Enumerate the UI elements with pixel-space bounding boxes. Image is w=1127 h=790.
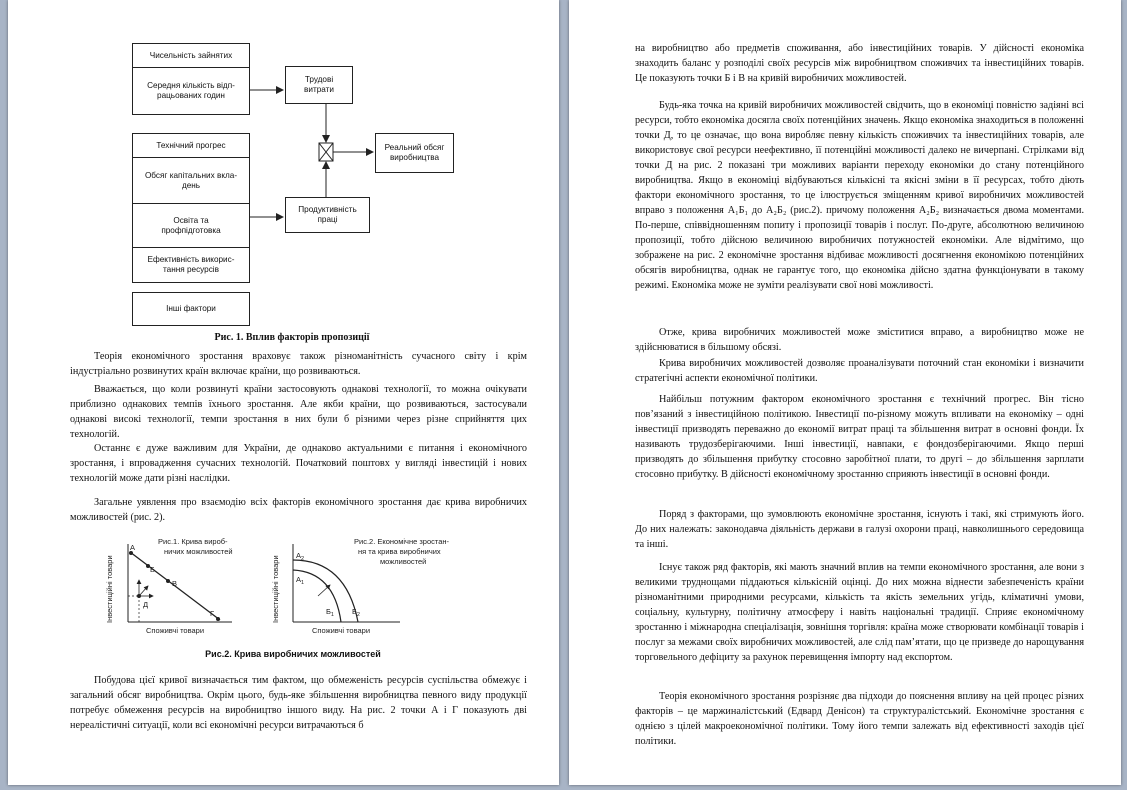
label-a1: $А_1$ xyxy=(296,575,305,586)
chart-right-title-2: ня та крива виробничих xyxy=(358,547,441,556)
paragraph: Побудова цієї кривої визначається тим фактом, що обмеженість ресурсів суспільства обмежує і загальний обсяг виробництва. Окрім цього, будь-яке збільшення виробництва певного виду продукції потребує обмеження ресурсів на виробництво іншого виду. На рис. 2 точки А і Г показують дві нереалістичні ситуації, коли всі економічні ресурси витрачаються б xyxy=(70,675,527,731)
chart-right-title-3: можливостей xyxy=(380,557,427,566)
label-a2: $А_2$ xyxy=(296,551,305,562)
diagram-box-hours: Середня кількість відп-рацьованих годин xyxy=(147,81,235,100)
paragraph: Теорія економічного зростання враховує також різноманітність сучасного світу і крім індустріально розвинутих країн включає країни, що розвиваються. xyxy=(70,351,527,377)
chart-right-title-1: Рис.2. Економічне зростан- xyxy=(354,537,450,546)
paragraph: Останнє є дуже важливим для України, де однаково актуальними є питання і економічного зростання, і впровадження сучасних технологій. Початковий поштовх у вигляді інвестицій і нових технологій може дати різні наслідки. xyxy=(70,443,527,484)
paragraph: Крива виробничих можливостей дозволяє проаналізувати поточний стан економіки і визначити стратегічні аспекти економічної політики. xyxy=(635,358,1084,384)
diagram-box-resource-efficiency: Ефективність викорис-тання ресурсів xyxy=(147,255,235,274)
point-g xyxy=(216,617,220,621)
diagram-box-tech-progress: Технічний прогрес xyxy=(133,134,249,158)
diagram-multiply-node xyxy=(319,143,333,161)
chart-left xyxy=(105,537,233,635)
diagram-box-labor-costs: Трудові витрати xyxy=(285,66,353,104)
paragraph: Загальне уявлення про взаємодію всіх факторів економічного зростання дає крива виробничих можливостей (рис. 2). xyxy=(70,497,527,523)
chart-left-title-1: Рис.1. Крива вироб- xyxy=(158,537,228,546)
diagram-box-education: Освіта та профпідготовка xyxy=(133,204,249,248)
diagram-box-capital-investment: Обсяг капітальних вкла-день xyxy=(133,158,249,204)
label-b: Б xyxy=(150,565,155,574)
chart-left-ylabel: Інвестиційні товари xyxy=(105,555,114,623)
point-v xyxy=(166,579,170,583)
paragraph: Отже, крива виробничих можливостей може зміститися вправо, а виробництво може не здійснюватися в більшому обсязі. xyxy=(635,327,1084,353)
label-b1: $Б_1$ xyxy=(326,607,334,618)
paragraph: Найбільш потужним фактором економічного зростання є технічний прогрес. Він тісно пов’язаний з інвестиційною політикою. Інвестиції по-різному можуть впливати на економіку – одні інвестиції призводять переважно до економії витрат праці та збільшення витрат в основні фонди. Їх називають трудозберігаючими. Інші інвестиції, навпаки, є фондозберігаючими. Якщо перші призводять до збільшення прибутку стосовно заробітної плати, то другі – до збільшення зарплати стосовно прибутку. В дійсності економічному зростанню сприяють інвестиції в основні фонди. xyxy=(635,394,1084,480)
label-v: В xyxy=(172,579,178,588)
figure-1-caption: Рис. 1. Вплив факторів пропозиції xyxy=(214,332,370,343)
chart-left-xlabel: Споживчі товари xyxy=(146,626,205,635)
paragraph: Вважається, що коли розвинуті країни застосовують однакові технології, то можна очікувати приблизно однакових темпів їхнього зростання. Але якби країни, що розвиваються, застосували однакові високі технології, темпи зростання в них були б різними через різне сприйняття цих технологій. xyxy=(70,384,527,440)
label-d: Д xyxy=(143,600,149,609)
diagram-box-other-factors: Інші фактори xyxy=(132,292,250,326)
paragraph: Будь-яка точка на кривій виробничих можливостей свідчить, що в економіці повністю задіяні всі ресурси, тобто економіка досягла своїх потенційних значень. Якщо економіка знаходиться в положенні точки Д, то це означає, що вона виробляє певну кількість споживчих та інвестиційних товарів, але використовує свої ресурси неефективно, її потенційні можливості далеко не вичерпані. Стрілками від точки Д на рис. 2 показані три можливих варіанти переходу економіки до стану потенційного виробництва. Якщо в економіці відбуваються кількісні та якісні зміни в її ресурсах, тобто діють фактори економічного зростання, то це ілюструється зміщенням кривої виробничих можливостей вправо з положення А₁Б₁ до А₂Б₂ (рис.2). причому положення А₂Б₂ визначається двома моментами. По-перше, співвідношенням попиту і пропозиції товарів і послуг. По-друге, абсолютною величиною пропозиції, тобто дійсною величиною виробничих потужностей економіки. Але відмітимо, що зображене на рис. 2 економічне зростання відбиває можливості досягнення економікою потенційних обсягів виробництва, однак не гарантує того, що економіка дійсно здатна функціонувати в такому режимі. Економіка може не зуміти реалізувати свої нові можливості. xyxy=(635,100,1084,291)
production-possibility-figure xyxy=(8,530,559,650)
chart-right-ylabel: Інвестиційні товари xyxy=(271,555,280,623)
chart-right-xlabel: Споживчі товари xyxy=(312,626,371,635)
label-g: Г xyxy=(210,609,215,618)
diagram-box-real-output: Реальний обсяг виробництва xyxy=(375,133,454,173)
paragraph: Теорія економічного зростання розрізняє два підходи до пояснення впливу на цей процес різних факторів – це маржиналістський (Едвард Денісон) та структуралістський. Економічне зростання є однією з цілей макроекономічної політики. Тому його темпи залежать від ефективності заходів цієї політики. xyxy=(635,691,1084,747)
chart-left-title-2: ничих можливостей xyxy=(164,547,233,556)
paragraph: Існує також ряд факторів, які мають значний вплив на темпи економічного зростання, але вони з великими труднощами піддаються кількісній оцінці. До них можна віднести забезпеченість країни різноманітними природними ресурсами, кількість та якість земельних угідь, кліматичні умови, соціальну, культурну, політичну атмосферу і навіть національні традиції. Сприяє економічному зростанню і міжнародна спеціалізація, зовнішня торгівля: країна може створювати комбінації товарів і послуг за межами своїх виробничих можливостей, але слід пам’ятати, що це призведе до нарощування торговельного дефіциту за рахунок перевищення імпорту над експортом. xyxy=(635,562,1084,663)
document-page-left xyxy=(8,0,559,785)
figure-2-caption: Рис.2. Крива виробничих можливостей xyxy=(205,649,381,659)
diagram-group-labor-inputs xyxy=(132,43,250,115)
label-b2: $Б_2$ xyxy=(352,607,360,618)
diagram-group-productivity-factors xyxy=(132,133,250,283)
document-page-right xyxy=(569,0,1121,785)
paragraph: Поряд з факторами, що зумовлюють економічне зростання, існують і такі, які стримують його. До них належать: законодавча діяльність держави в галузі охорони праці, навколишнього середовища та інші. xyxy=(635,509,1084,550)
diagram-connectors xyxy=(8,0,559,340)
diagram-box-productivity: Продуктивність праці xyxy=(285,197,370,233)
diagram-box-employment: Чисельність зайнятих xyxy=(133,44,249,68)
label-a: А xyxy=(130,543,136,552)
paragraph: на виробництво або предметів споживання, або інвестиційних товарів. У дійсності економіка знаходить баланс у розподілі своїх ресурсів між виробництвом споживчих та інвестиційних товарів. Це показують точки Б і В на кривій виробничих можливостей. xyxy=(635,43,1084,84)
chart-right xyxy=(271,537,450,635)
